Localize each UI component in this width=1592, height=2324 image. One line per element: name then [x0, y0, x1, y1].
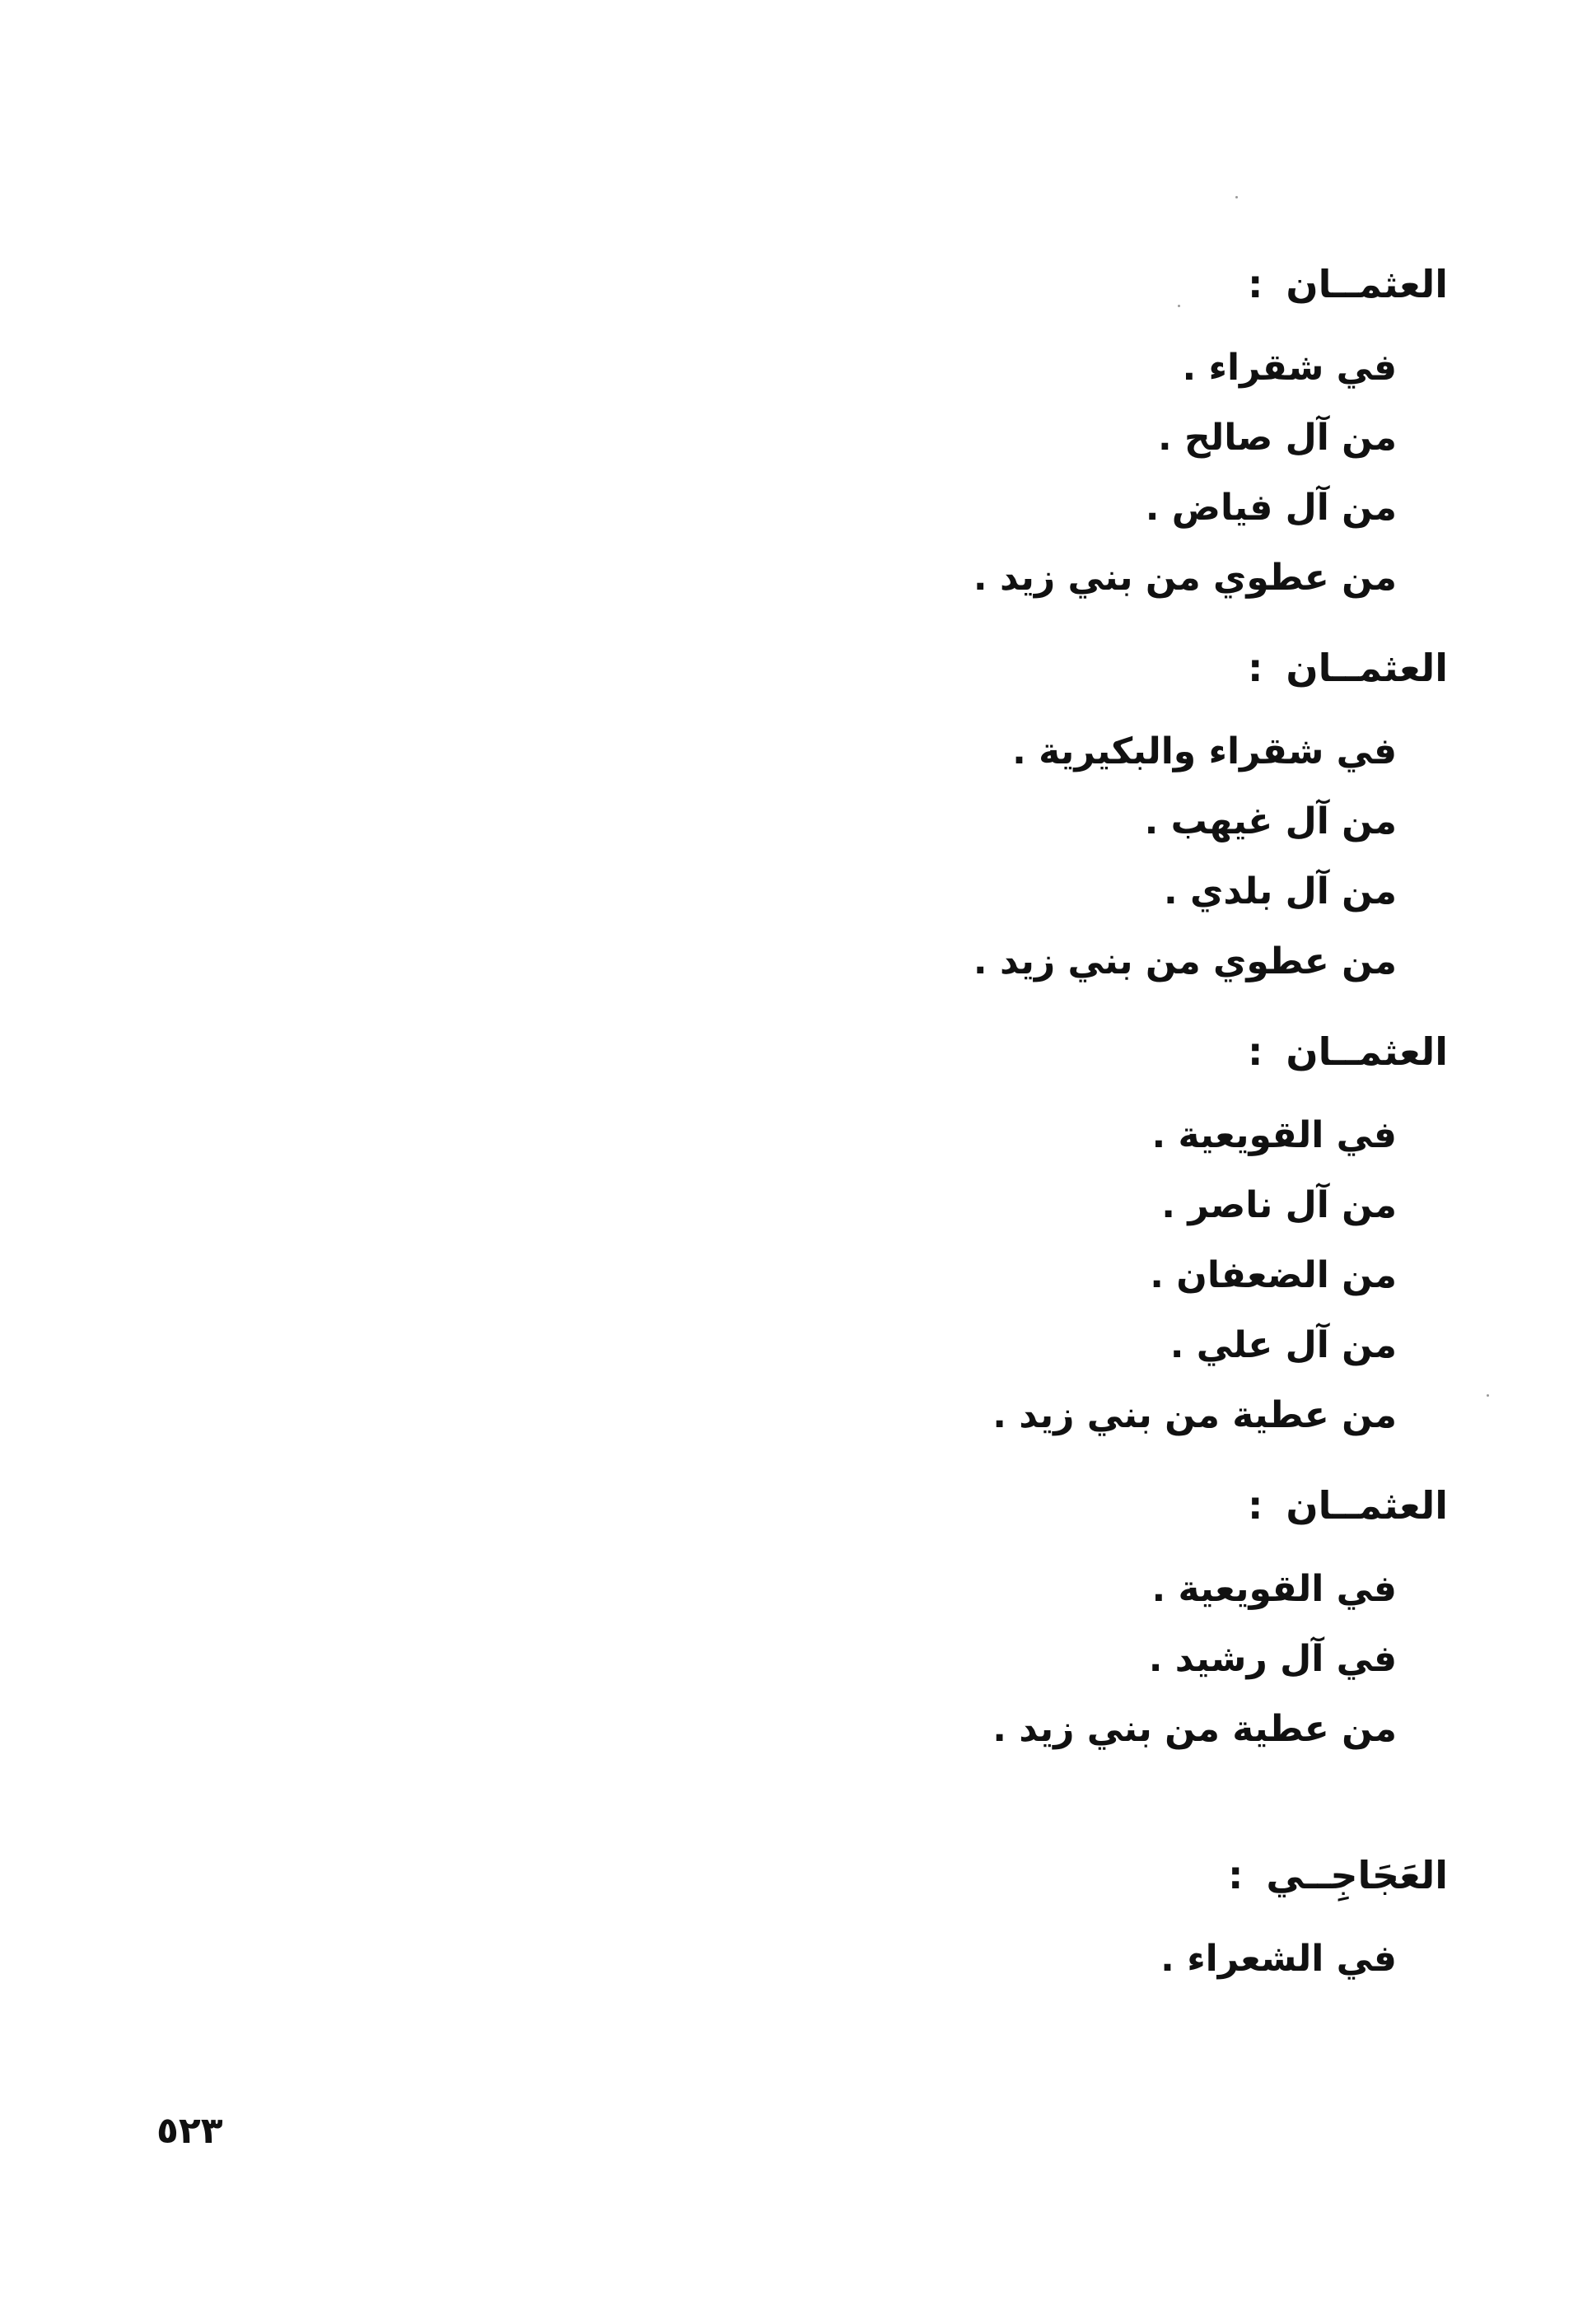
entry-heading-colon: :: [1247, 646, 1263, 690]
entry-heading: [707, 1015, 1448, 1089]
entry-heading-name: العثمــان: [1286, 262, 1448, 306]
family-entry: [707, 631, 1448, 996]
entry-lines: [707, 1924, 1397, 1994]
page-number: ٥٢٣: [156, 2110, 223, 2152]
entry-heading-name: العثمــان: [1286, 1483, 1448, 1528]
entry-line: في القويعية .: [1151, 1568, 1397, 1610]
entry-heading: [707, 1468, 1448, 1542]
entry-line: من آل صالح .: [1157, 417, 1397, 459]
entry-line: من آل بلدي .: [1164, 870, 1397, 912]
entry-heading-colon: :: [1247, 262, 1263, 306]
scan-speck: [1178, 305, 1180, 307]
entry-line: في شقراء .: [1182, 347, 1397, 389]
entry-lines: [707, 716, 1397, 996]
entry-line: من عطوي من بني زيد .: [973, 940, 1397, 982]
entry-heading: [707, 1838, 1448, 1912]
entry-heading-colon: :: [1247, 1483, 1263, 1528]
family-entry: [707, 1015, 1448, 1450]
family-entry: [707, 247, 1448, 613]
entry-heading: [707, 631, 1448, 705]
entry-line: من عطوي من بني زيد .: [973, 557, 1397, 599]
entry-line: من عطية من بني زيد .: [992, 1708, 1397, 1750]
entry-heading-name: العثمــان: [1286, 646, 1448, 690]
entry-heading-colon: :: [1247, 1029, 1263, 1074]
entry-heading: [707, 247, 1448, 321]
family-entries: [707, 247, 1448, 1994]
entry-line: في آل رشيد .: [1148, 1638, 1397, 1680]
entry-line: من آل علي .: [1169, 1324, 1397, 1366]
scan-speck: [1487, 1394, 1489, 1397]
family-entry: [707, 1838, 1448, 1994]
entry-line: من عطية من بني زيد .: [992, 1394, 1397, 1436]
entry-line: من آل غيهب .: [1144, 800, 1397, 842]
entry-line: من آل ناصر .: [1161, 1184, 1397, 1226]
entry-lines: [707, 1554, 1397, 1764]
entry-line: في شقراء والبكيرية .: [1012, 730, 1397, 772]
entry-lines: [707, 333, 1397, 613]
entry-heading-colon: :: [1228, 1853, 1244, 1897]
entry-line: من آل فياض .: [1145, 487, 1397, 529]
entry-line: من الضعفان .: [1150, 1254, 1397, 1296]
scan-speck: [1235, 196, 1238, 198]
entry-line: في الشعراء .: [1160, 1938, 1397, 1980]
entry-heading-name: العَجَاجِــي: [1266, 1853, 1448, 1897]
entry-lines: [707, 1100, 1397, 1450]
entry-heading-name: العثمــان: [1286, 1029, 1448, 1074]
family-entry: [707, 1468, 1448, 1764]
entry-line: في القويعية .: [1151, 1114, 1397, 1156]
